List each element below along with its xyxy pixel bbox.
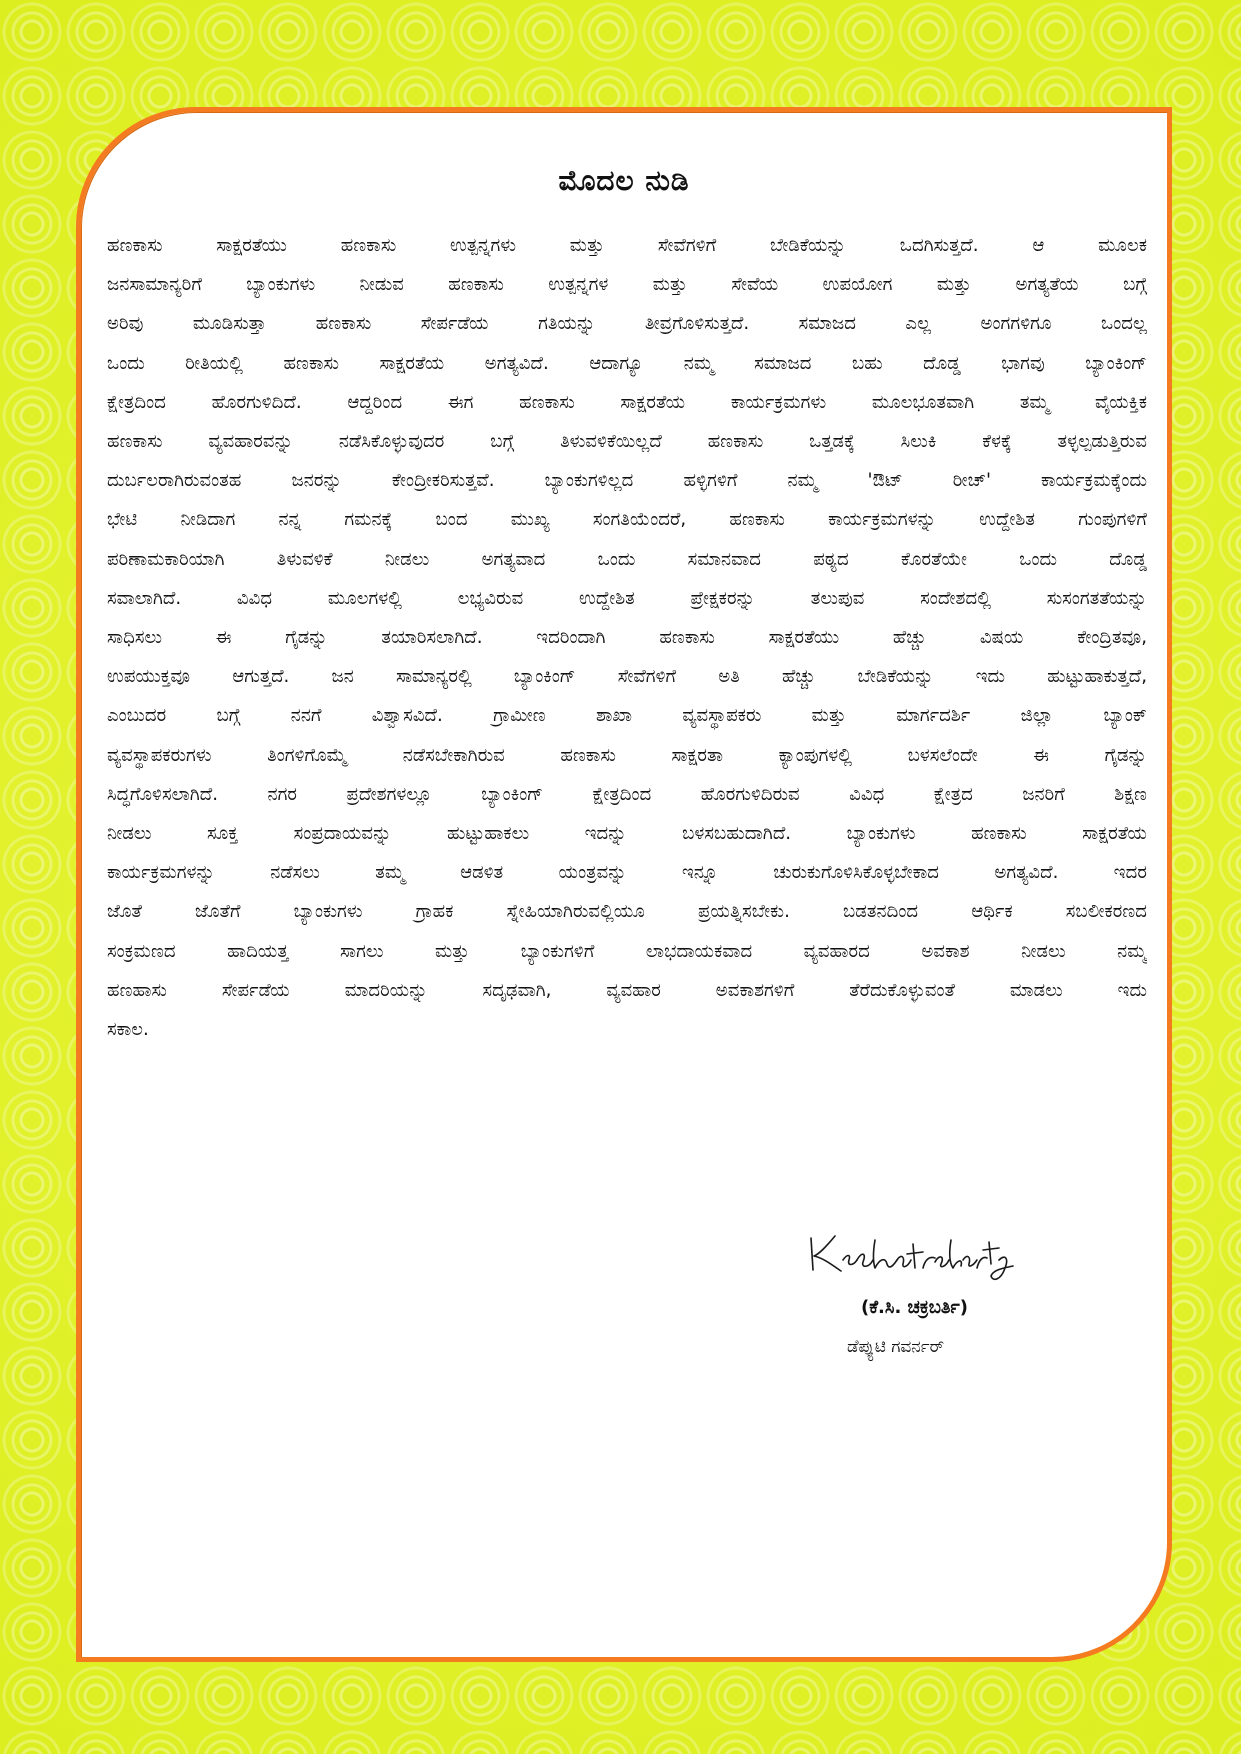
text-line: ಜನಸಾಮಾನ್ಯರಿಗೆ ಬ್ಯಾಂಕುಗಳು ನೀಡುವ ಹಣಕಾಸು ಉತ್ಪನ್ನಗಳ ಮತ್ತು ಸೇವೆಯ ಉಪಯೋಗ ಮತ್ತು ಅಗತ್ಯತೆಯ ಬಗ್ಗೆ [107, 274, 1147, 296]
text-line: ಸವಾಲಾಗಿದೆ. ವಿವಿಧ ಮೂಲಗಳಲ್ಲಿ ಲಭ್ಯವಿರುವ ಉದ್ದೇಶಿತ ಪ್ರೇಕ್ಷಕರನ್ನು ತಲುಪುವ ಸಂದೇಶದಲ್ಲಿ ಸುಸಂಗತತೆಯನ್ನು [107, 587, 1147, 609]
text-line: ಹಣಹಾಸು ಸೇರ್ಪಡೆಯ ಮಾದರಿಯನ್ನು ಸದೃಢವಾಗಿ, ವ್ಯವಹಾರ ಅವಕಾಶಗಳಿಗೆ ತೆರೆದುಕೊಳ್ಳುವಂತೆ ಮಾಡಲು ಇದು [107, 979, 1147, 1001]
foreword-body [107, 226, 1147, 1049]
text-line: ಉಪಯುಕ್ತವೂ ಆಗುತ್ತದೆ. ಜನ ಸಾಮಾನ್ಯರಲ್ಲಿ ಬ್ಯಾಂಕಿಂಗ್ ಸೇವೆಗಳಿಗೆ ಅತಿ ಹೆಚ್ಚು ಬೇಡಿಕೆಯನ್ನು ಇದು ಹುಟ್ಟುಹಾಕುತ್ತದೆ, [107, 666, 1147, 688]
text-line: ಜೊತೆ ಜೊತೆಗೆ ಬ್ಯಾಂಕುಗಳು ಗ್ರಾಹಕ ಸ್ನೇಹಿಯಾಗಿರುವಲ್ಲಿಯೂ ಪ್ರಯತ್ನಿಸಬೇಕು. ಬಡತನದಿಂದ ಆರ್ಥಿಕ ಸಬಲೀಕರಣದ [107, 901, 1147, 923]
text-line: ನೀಡಲು ಸೂಕ್ತ ಸಂಪ್ರದಾಯವನ್ನು ಹುಟ್ಟುಹಾಕಲು ಇದನ್ನು ಬಳಸಬಹುದಾಗಿದೆ. ಬ್ಯಾಂಕುಗಳು ಹಣಕಾಸು ಸಾಕ್ಷರತೆಯ [107, 823, 1147, 845]
text-line: ಹಣಕಾಸು ಸಾಕ್ಷರತೆಯು ಹಣಕಾಸು ಉತ್ಪನ್ನಗಳು ಮತ್ತು ಸೇವೆಗಳಿಗೆ ಬೇಡಿಕೆಯನ್ನು ಒದಗಿಸುತ್ತದೆ. ಆ ಮೂಲಕ [107, 235, 1147, 256]
text-line: ದುರ್ಬಲರಾಗಿರುವಂತಹ ಜನರನ್ನು ಕೇಂದ್ರೀಕರಿಸುತ್ತವೆ. ಬ್ಯಾಂಕುಗಳಿಲ್ಲದ ಹಳ್ಳಿಗಳಿಗೆ ನಮ್ಮ 'ಔಟ್ ರೀಚ್' ಕಾರ್ಯಕ್ರಮಕ್ಕೆಂದು [107, 470, 1147, 492]
signature [801, 1224, 1021, 1288]
signatory-name: (ಕೆ.ಸಿ. ಚಕ್ರಬರ್ತಿ) [861, 1297, 968, 1318]
text-line: ಸಕಾಲ. [107, 1019, 149, 1041]
signatory-title: ಡೆಪ್ಯುಟಿ ಗವರ್ನರ್ [847, 1337, 945, 1357]
text-line: ಸಾಧಿಸಲು ಈ ಗೈಡನ್ನು ತಯಾರಿಸಲಾಗಿದೆ. ಇದರಿಂದಾಗಿ ಹಣಕಾಸು ಸಾಕ್ಷರತೆಯು ಹೆಚ್ಚು ವಿಷಯ ಕೇಂದ್ರಿತವೂ, [107, 627, 1147, 649]
foreword-card [76, 107, 1172, 1662]
text-line: ಅರಿವು ಮೂಡಿಸುತ್ತಾ ಹಣಕಾಸು ಸೇರ್ಪಡೆಯ ಗತಿಯನ್ನು ತೀವ್ರಗೊಳಿಸುತ್ತದೆ. ಸಮಾಜದ ಎಲ್ಲ ಅಂಗಗಳಿಗೂ ಒಂದಲ್ಲ [107, 313, 1147, 335]
text-line: ಕಾರ್ಯಕ್ರಮಗಳನ್ನು ನಡೆಸಲು ತಮ್ಮ ಆಡಳಿತ ಯಂತ್ರವನ್ನು ಇನ್ನೂ ಚುರುಕುಗೊಳಿಸಿಕೊಳ್ಳಬೇಕಾದ ಅಗತ್ಯವಿದೆ. ಇದರ [107, 862, 1147, 884]
text-line: ಒಂದು ರೀತಿಯಲ್ಲಿ ಹಣಕಾಸು ಸಾಕ್ಷರತೆಯ ಅಗತ್ಯವಿದೆ. ಆದಾಗ್ಯೂ ನಮ್ಮ ಸಮಾಜದ ಬಹು ದೊಡ್ಡ ಭಾಗವು ಬ್ಯಾಂಕಿಂಗ್ [107, 352, 1147, 374]
text-line: ಹಣಕಾಸು ವ್ಯವಹಾರವನ್ನು ನಡೆಸಿಕೊಳ್ಳುವುದರ ಬಗ್ಗೆ ತಿಳುವಳಿಕೆಯಿಲ್ಲದೆ ಹಣಕಾಸು ಒತ್ತಡಕ್ಕೆ ಸಿಲುಕಿ ಕೆಳಕ್ಕೆ ತಳ್ಳಲ್ಪಡುತ್ತಿರುವ [107, 431, 1147, 453]
text-line: ಭೇಟಿ ನೀಡಿದಾಗ ನನ್ನ ಗಮನಕ್ಕೆ ಬಂದ ಮುಖ್ಯ ಸಂಗತಿಯೆಂದರೆ, ಹಣಕಾಸು ಕಾರ್ಯಕ್ರಮಗಳನ್ನು ಉದ್ದೇಶಿತ ಗುಂಪುಗಳಿಗೆ [107, 509, 1147, 531]
text-line: ಪರಿಣಾಮಕಾರಿಯಾಗಿ ತಿಳುವಳಿಕೆ ನೀಡಲು ಅಗತ್ಯವಾದ ಒಂದು ಸಮಾನವಾದ ಪಠ್ಯದ ಕೊರತೆಯೇ ಒಂದು ದೊಡ್ಡ [107, 548, 1147, 570]
text-line: ವ್ಯವಸ್ಥಾಪಕರುಗಳು ತಿಂಗಳಿಗೊಮ್ಮೆ ನಡೆಸಬೇಕಾಗಿರುವ ಹಣಕಾಸು ಸಾಕ್ಷರತಾ ಕ್ಯಾಂಪುಗಳಲ್ಲಿ ಬಳಸಲೆಂದೇ ಈ ಗೈಡನ್ನು [107, 744, 1147, 766]
text-line: ಸಿದ್ಧಗೊಳಿಸಲಾಗಿದೆ. ನಗರ ಪ್ರದೇಶಗಳಲ್ಲೂ ಬ್ಯಾಂಕಿಂಗ್ ಕ್ಷೇತ್ರದಿಂದ ಹೊರಗುಳಿದಿರುವ ವಿವಿಧ ಕ್ಷೇತ್ರದ ಜನರಿಗೆ ಶಿಕ್ಷಣ [107, 783, 1147, 805]
text-line: ಎಂಬುದರ ಬಗ್ಗೆ ನನಗೆ ವಿಶ್ವಾಸವಿದೆ. ಗ್ರಾಮೀಣ ಶಾಖಾ ವ್ಯವಸ್ಥಾಪಕರು ಮತ್ತು ಮಾರ್ಗದರ್ಶಿ ಜಿಲ್ಲಾ ಬ್ಯಾಂಕ್ [107, 705, 1147, 727]
page-title: ಮೊದಲ ನುಡಿ [558, 164, 690, 197]
text-line: ಸಂಕ್ರಮಣದ ಹಾದಿಯತ್ತ ಸಾಗಲು ಮತ್ತು ಬ್ಯಾಂಕುಗಳಿಗೆ ಲಾಭದಾಯಕವಾದ ವ್ಯವಹಾರದ ಅವಕಾಶ ನೀಡಲು ನಮ್ಮ [107, 940, 1147, 962]
text-line: ಕ್ಷೇತ್ರದಿಂದ ಹೊರಗುಳಿದಿದೆ. ಆದ್ದರಿಂದ ಈಗ ಹಣಕಾಸು ಸಾಕ್ಷರತೆಯ ಕಾರ್ಯಕ್ರಮಗಳು ಮೂಲಭೂತವಾಗಿ ತಮ್ಮ ವೈಯಕ್ತಿಕ [107, 391, 1147, 413]
